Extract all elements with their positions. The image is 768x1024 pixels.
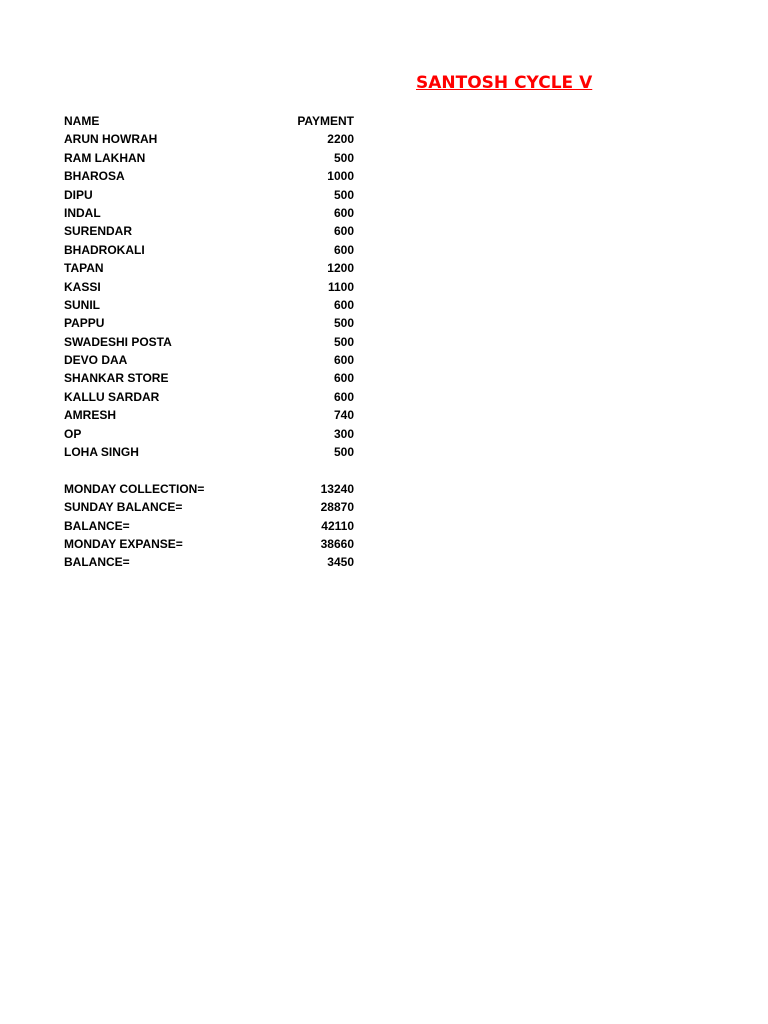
summary-label: SUNDAY BALANCE=: [64, 500, 183, 515]
payment-amount: 600: [333, 297, 354, 312]
payment-amount: 600: [333, 371, 354, 386]
table-row: [64, 167, 354, 185]
summary-value: 3450: [327, 555, 354, 570]
document-title: SANTOSH CYCLE V: [416, 73, 593, 93]
payment-amount: 500: [333, 316, 354, 331]
payer-name: DIPU: [64, 187, 93, 202]
table-row: [64, 333, 354, 351]
payment-amount: 500: [333, 150, 354, 165]
summary-label: BALANCE=: [64, 555, 130, 570]
table-row: [64, 186, 354, 204]
payment-amount: 600: [333, 389, 354, 404]
table-row: [64, 149, 354, 167]
payment-amount: 2200: [327, 132, 354, 147]
table-row: [64, 351, 354, 369]
payer-name: BHADROKALI: [64, 242, 145, 257]
summary-value: 13240: [320, 481, 354, 496]
payer-name: OP: [64, 426, 82, 441]
summary-label: MONDAY EXPANSE=: [64, 536, 183, 551]
table-row: [64, 204, 354, 222]
payment-amount: 600: [333, 242, 354, 257]
payment-amount: 500: [333, 445, 354, 460]
payer-name: SHANKAR STORE: [64, 371, 169, 386]
payer-name: INDAL: [64, 205, 101, 220]
payer-name: SUNIL: [64, 297, 100, 312]
payment-column-header: PAYMENT: [297, 114, 354, 128]
name-column-header: NAME: [64, 114, 100, 128]
summary-row: [64, 498, 354, 516]
payer-name: PAPPU: [64, 316, 105, 331]
table-row: [64, 278, 354, 296]
summary-label: MONDAY COLLECTION=: [64, 481, 205, 496]
payment-amount: 500: [333, 187, 354, 202]
payer-name: TAPAN: [64, 261, 104, 276]
payment-amount: 300: [333, 426, 354, 441]
payment-amount: 500: [333, 334, 354, 349]
table-row: [64, 259, 354, 277]
summary-row: [64, 517, 354, 535]
payment-amount: 740: [333, 408, 354, 423]
summary-value: 28870: [320, 500, 354, 515]
payer-name: DEVO DAA: [64, 353, 128, 368]
payment-amount: 600: [333, 224, 354, 239]
summary-row: [64, 553, 354, 571]
payment-amount: 600: [333, 353, 354, 368]
blank-row: [64, 461, 354, 479]
table-row: [64, 388, 354, 406]
summary-label: BALANCE=: [64, 518, 130, 533]
payer-name: SWADESHI POSTA: [64, 334, 172, 349]
summary-row: [64, 480, 354, 498]
payer-name: SURENDAR: [64, 224, 133, 239]
table-row: [64, 369, 354, 387]
payment-amount: 1200: [327, 261, 354, 276]
payer-name: KALLU SARDAR: [64, 389, 160, 404]
payment-amount: 1000: [327, 169, 354, 184]
payer-name: LOHA SINGH: [64, 445, 139, 460]
table-row: [64, 130, 354, 148]
payer-name: RAM LAKHAN: [64, 150, 146, 165]
summary-row: [64, 535, 354, 553]
table-row: [64, 425, 354, 443]
payer-name: ARUN HOWRAH: [64, 132, 158, 147]
payment-amount: 600: [333, 205, 354, 220]
table-row: [64, 314, 354, 332]
payer-name: BHAROSA: [64, 169, 125, 184]
table-row: [64, 296, 354, 314]
summary-value: 42110: [321, 518, 354, 533]
table-header: [64, 112, 354, 130]
table-row: [64, 241, 354, 259]
payer-name: AMRESH: [64, 408, 117, 423]
payment-amount: 1100: [327, 279, 354, 294]
payer-name: KASSI: [64, 279, 101, 294]
table-row: [64, 406, 354, 424]
summary-value: 38660: [320, 536, 354, 551]
payment-table: [64, 112, 354, 572]
table-row: [64, 443, 354, 461]
table-row: [64, 222, 354, 240]
